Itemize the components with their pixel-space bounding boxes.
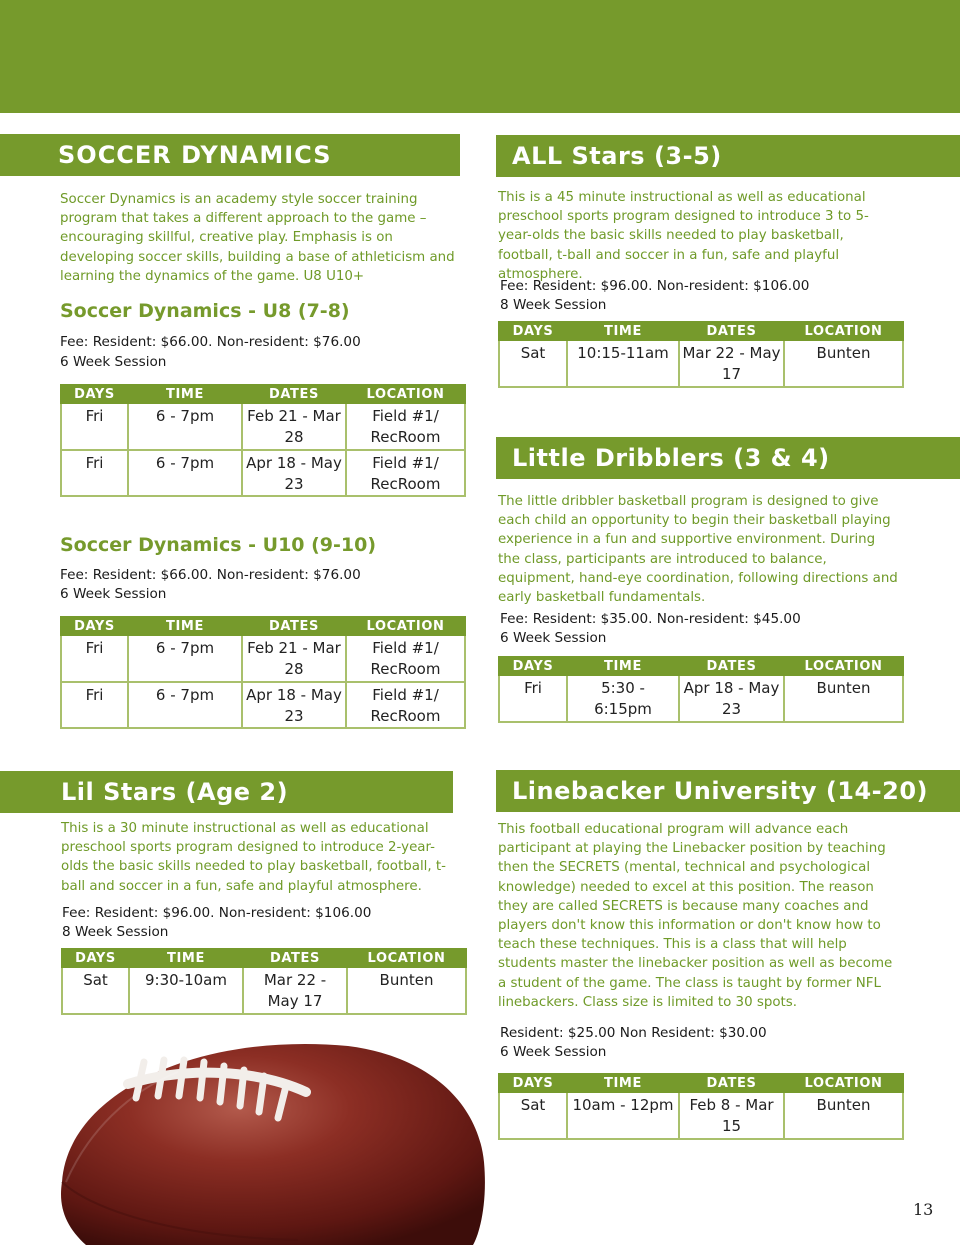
table-row	[499, 341, 903, 387]
time-cell: 10:15-11am	[567, 341, 679, 387]
lil-stars-fee: Fee: Resident: $96.00. Non-resident: $106.00	[62, 905, 372, 921]
day-cell: Sat	[62, 968, 129, 1014]
little-dribblers-fee: Fee: Resident: $35.00. Non-resident: $45.00	[500, 611, 801, 627]
u8-fee: Fee: Resident: $66.00. Non-resident: $76.00	[60, 334, 361, 350]
location-cell: Field #1/ RecRoom	[346, 404, 465, 450]
location-header: LOCATION	[784, 1073, 903, 1093]
time-cell: 9:30-10am	[129, 968, 243, 1014]
section-title: Linebacker University (14-20)	[496, 770, 960, 812]
dates-header: DATES	[679, 1073, 784, 1093]
location-header: LOCATION	[346, 384, 465, 404]
table-row	[61, 636, 465, 682]
table-row	[499, 1093, 903, 1139]
dates-cell: Apr 18 - May 23	[242, 682, 346, 728]
linebacker-section	[496, 770, 960, 1060]
little-dribblers-schedule-table	[498, 656, 904, 723]
days-header: DAYS	[499, 1073, 567, 1093]
time-header: TIME	[129, 948, 243, 968]
location-header: LOCATION	[346, 616, 465, 636]
u10-session: 6 Week Session	[60, 586, 167, 602]
u10-fee: Fee: Resident: $66.00. Non-resident: $76.00	[60, 567, 361, 583]
days-header: DAYS	[499, 321, 567, 341]
lil-stars-section	[0, 771, 462, 940]
dates-cell: Apr 18 - May 23	[679, 676, 784, 722]
lil-stars-session: 8 Week Session	[62, 924, 169, 940]
section-description: Soccer Dynamics is an academy style soccer training program that takes a different approach to the game – encouraging skillful, creative play. Emphasis is on developing soccer skills, building a base of athleticism and learning the dynamics of the game. U8 U10+	[60, 192, 455, 284]
day-cell: Sat	[499, 341, 567, 387]
all-stars-session: 8 Week Session	[500, 297, 607, 313]
section-description: This is a 30 minute instructional as well as educational preschool sports program designed to introduce 2-year-olds the basic skills needed to play basketball, football, t-ball and soccer in a fun, safe and playful atmosphere.	[61, 821, 446, 894]
location-cell: Field #1/ RecRoom	[346, 636, 465, 682]
section-title: Little Dribblers (3 & 4)	[496, 437, 960, 479]
table-row	[499, 676, 903, 722]
dates-cell: Mar 22 - May 17	[243, 968, 347, 1014]
all-stars-schedule-table	[498, 321, 904, 388]
dates-header: DATES	[242, 616, 346, 636]
time-header: TIME	[128, 616, 242, 636]
days-header: DAYS	[499, 656, 567, 676]
time-cell: 6 - 7pm	[128, 404, 242, 450]
section-title: SOCCER DYNAMICS	[0, 134, 460, 176]
time-cell: 6 - 7pm	[128, 682, 242, 728]
dates-cell: Feb 8 - Mar 15	[679, 1093, 784, 1139]
table-row	[61, 450, 465, 496]
table-row	[62, 968, 466, 1014]
day-cell: Fri	[499, 676, 567, 722]
time-cell: 10am - 12pm	[567, 1093, 679, 1139]
section-description: This football educational program will advance each participant at playing the Linebacker position by teaching then the SECRETS (mental, technical and psychological knowledge) needed to excel at this position. The reason they are called SECRETS is because many coaches and players don't know this information or don't know how to teach these techniques. This is a class that will help students master the linebacker position as well as become a student of the game. The class is taught by former NFL linebackers. Class size is limited to 30 spots.	[498, 822, 893, 1010]
all-stars-section	[496, 135, 960, 313]
football-image	[48, 1032, 488, 1245]
lil-stars-schedule-table	[61, 948, 467, 1015]
section-description: The little dribbler basketball program is designed to give each child an opportunity to begin their basketball playing experience in a fun and supportive environment. During the class, participants are introduced to balance, equipment, hand-eye coordination, following directions and early basketball fundamentals.	[498, 494, 898, 606]
section-title: Lil Stars (Age 2)	[0, 771, 453, 813]
dates-cell: Feb 21 - Mar 28	[242, 404, 346, 450]
day-cell: Fri	[61, 450, 128, 496]
location-cell: Bunten	[784, 341, 903, 387]
time-cell: 6 - 7pm	[128, 450, 242, 496]
top-color-band	[0, 0, 960, 113]
little-dribblers-section	[496, 437, 960, 646]
linebacker-fee: Resident: $25.00 Non Resident: $30.00	[500, 1025, 767, 1041]
soccer-dynamics-section	[0, 134, 462, 370]
time-header: TIME	[567, 321, 679, 341]
dates-header: DATES	[243, 948, 347, 968]
linebacker-schedule-table	[498, 1073, 904, 1140]
u8-schedule-table	[60, 384, 466, 497]
time-header: TIME	[128, 384, 242, 404]
dates-header: DATES	[679, 321, 784, 341]
page-number: 13	[913, 1200, 934, 1219]
location-header: LOCATION	[784, 656, 903, 676]
days-header: DAYS	[62, 948, 129, 968]
section-description: This is a 45 minute instructional as well as educational preschool sports program designed to introduce 3 to 5-year-olds the basic skills needed to play basketball, football, t-ball and soccer in a fun, safe and playful atmosphere.	[498, 190, 869, 282]
location-cell: Field #1/ RecRoom	[346, 450, 465, 496]
dates-header: DATES	[242, 384, 346, 404]
linebacker-session: 6 Week Session	[500, 1044, 607, 1060]
time-header: TIME	[567, 1073, 679, 1093]
u10-subtitle: Soccer Dynamics - U10 (9-10)	[60, 534, 377, 556]
days-header: DAYS	[61, 384, 128, 404]
location-cell: Field #1/ RecRoom	[346, 682, 465, 728]
dates-cell: Feb 21 - Mar 28	[242, 636, 346, 682]
day-cell: Fri	[61, 404, 128, 450]
u8-session: 6 Week Session	[60, 354, 167, 370]
little-dribblers-session: 6 Week Session	[500, 630, 607, 646]
days-header: DAYS	[61, 616, 128, 636]
u8-subtitle: Soccer Dynamics - U8 (7-8)	[60, 300, 350, 322]
time-cell: 6 - 7pm	[128, 636, 242, 682]
table-row	[61, 404, 465, 450]
u10-schedule-table	[60, 616, 466, 729]
location-header: LOCATION	[347, 948, 466, 968]
day-cell: Fri	[61, 636, 128, 682]
dates-cell: Apr 18 - May 23	[242, 450, 346, 496]
day-cell: Sat	[499, 1093, 567, 1139]
location-cell: Bunten	[784, 676, 903, 722]
time-cell: 5:30 - 6:15pm	[567, 676, 679, 722]
location-cell: Bunten	[784, 1093, 903, 1139]
table-row	[61, 682, 465, 728]
dates-header: DATES	[679, 656, 784, 676]
day-cell: Fri	[61, 682, 128, 728]
section-title: ALL Stars (3-5)	[496, 135, 960, 177]
location-cell: Bunten	[347, 968, 466, 1014]
dates-cell: Mar 22 - May 17	[679, 341, 784, 387]
all-stars-fee: Fee: Resident: $96.00. Non-resident: $106.00	[500, 278, 810, 294]
location-header: LOCATION	[784, 321, 903, 341]
time-header: TIME	[567, 656, 679, 676]
